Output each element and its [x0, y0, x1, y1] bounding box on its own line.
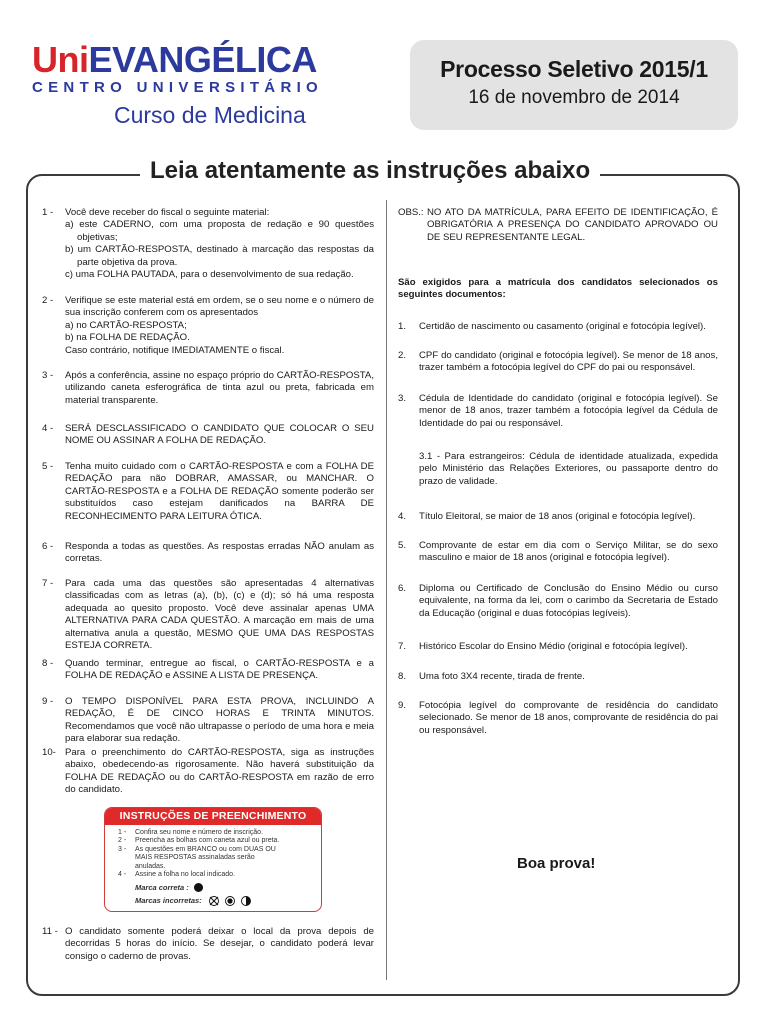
- incorrect-marks-icon: [208, 895, 258, 907]
- document-item-8: [398, 671, 718, 683]
- document-text: Cédula de Identidade do candidato (original e fotocópia legível). Se menor de 18 anos, trazer também a fotocópia legível da Cédula de Identidade do pai ou responsável.: [419, 393, 718, 429]
- document-text: CPF do candidato (original e fotocópia legível). Se menor de 18 anos, trazer também a fotocópia legível do CPF do pai ou responsável.: [419, 350, 718, 374]
- instruction-item-8: [42, 658, 374, 683]
- document-number: 1.: [398, 321, 407, 332]
- instruction-number: 4 -: [42, 423, 54, 434]
- logo-wordmark: [32, 40, 392, 80]
- instruction-number: 11 -: [42, 926, 58, 937]
- document-item-3: [398, 393, 718, 430]
- document-text: 3.1 - Para estrangeiros: Cédula de identidade atualizada, expedida pelo Ministério das Relações Exteriores, ou passaporte dentro do prazo de validade.: [419, 451, 718, 487]
- instruction-number: 10-: [42, 747, 56, 758]
- card-item-number: 4 -: [118, 871, 127, 879]
- document-text: Certidão de nascimento ou casamento (original e fotocópia legível).: [419, 321, 706, 332]
- document-text: Comprovante de estar em dia com o Serviço Militar, se do sexo masculino e maior de 18 anos (original e fotocópia legível).: [419, 540, 718, 564]
- instruction-item-1: [42, 207, 374, 281]
- card-item-number: 3 -: [118, 845, 127, 853]
- instruction-number: 9 -: [42, 696, 54, 707]
- card-item-text: As questões em BRANCO ou com DUAS OU MAIS RESPOSTAS assinaladas serão anuladas.: [135, 845, 276, 870]
- instruction-number: 6 -: [42, 541, 54, 552]
- document-item-3-1: [398, 451, 718, 488]
- document-item-2: [398, 350, 718, 375]
- closing-message: Boa prova!: [517, 855, 596, 872]
- instruction-text: O TEMPO DISPONÍVEL PARA ESTA PROVA, INCLUINDO A REDAÇÃO, É DE CINCO HORAS E TRINTA MINUTOS. Recomendamos que você não ultrapasse o período de uma hora e meia para elaborar sua redação.: [65, 696, 374, 745]
- card-item: [118, 829, 321, 837]
- instruction-text: Verifique se este material está em ordem, se o seu nome e o número de sua inscrição conferem com os apresentados: [65, 295, 374, 319]
- card-item-text: Confira seu nome e número de inscrição.: [135, 829, 264, 836]
- document-text: Título Eleitoral, se maior de 18 anos (original e fotocópia legível).: [419, 511, 696, 522]
- instruction-number: 1 -: [42, 207, 54, 218]
- document-number: [398, 451, 419, 488]
- correct-mark-row: [118, 883, 321, 892]
- instruction-text: SERÁ DESCLASSIFICADO O CANDIDATO QUE COLOCAR O SEU NOME OU ASSINAR A FOLHA DE REDAÇÃO.: [65, 423, 374, 447]
- instruction-subitem: a) no CARTÃO-RESPOSTA;: [65, 319, 187, 331]
- instruction-subitem: b) um CARTÃO-RESPOSTA, destinado à marcação das respostas da parte objetiva da prova.: [65, 244, 374, 268]
- logo-main: EVANGÉLICA: [88, 39, 317, 80]
- instruction-text: Quando terminar, entregue ao fiscal, o CARTÃO-RESPOSTA e a FOLHA DE REDAÇÃO e ASSINE A LISTA DE PRESENÇA.: [65, 658, 374, 682]
- card-title: INSTRUÇÕES DE PREENCHIMENTO: [105, 808, 321, 825]
- document-text: Diploma ou Certificado de Conclusão do Ensino Médio ou curso equivalente, na forma da lei, com o carimbo da Secretaria de Estado da Educação (original e duas fotocópias legíveis).: [419, 583, 718, 619]
- instruction-item-2: [42, 295, 374, 357]
- card-item: [118, 871, 321, 879]
- obs-text: NO ATO DA MATRÍCULA, PARA EFEITO DE IDENTIFICAÇÃO, É OBRIGATÓRIA A PRESENÇA DO CANDIDATO APROVADO OU DE SEU REPRESENTANTE LEGAL.: [427, 207, 718, 243]
- instruction-item-7: [42, 578, 374, 652]
- process-title: Processo Seletivo 2015/1: [440, 56, 708, 82]
- instruction-text: O candidato somente poderá deixar o local da prova depois de decorridas 5 horas do início. Se desejar, o candidato poderá levar consigo o caderno de provas.: [65, 926, 374, 962]
- obs-label: OBS.:: [398, 207, 424, 218]
- document-number: 7.: [398, 641, 407, 652]
- obs-note: [398, 207, 718, 244]
- filled-bubble-icon: [194, 883, 203, 892]
- card-item-text: Assine a folha no local indicado.: [135, 871, 236, 879]
- document-number: 8.: [398, 671, 407, 682]
- unievangelica-logo: [32, 40, 392, 129]
- document-item-9: [398, 700, 718, 737]
- instruction-subitem: b) na FOLHA DE REDAÇÃO.: [65, 332, 190, 344]
- instruction-subitem: a) este CADERNO, com uma proposta de redação e 90 questões objetivas;: [65, 219, 374, 243]
- card-item-text: Preencha as bolhas com caneta azul ou preta.: [135, 837, 280, 845]
- document-text: Uma foto 3X4 recente, tirada de frente.: [419, 671, 585, 682]
- document-number: 4.: [398, 511, 407, 522]
- instruction-subitem: c) uma FOLHA PAUTADA, para o desenvolvimento de sua redação.: [65, 269, 354, 281]
- instruction-text: Para cada uma das questões são apresentadas 4 alternativas classificadas com as letras (a), (b), (c) e (d); só há uma resposta adequada ao quesito proposto. Você deve assinalar apenas UMA ALTERNATIVA PARA CADA QUESTÃO. A marcação em mais de uma alternativa anula a questão, MESMO QUE UMA DAS RESPOSTAS ESTEJA CORRETA.: [65, 578, 374, 652]
- incorrect-marks-label: Marcas incorretas:: [135, 896, 202, 906]
- instruction-item-9: [42, 696, 374, 746]
- document-text: Fotocópia legível do comprovante de residência do candidato selecionado. Se menor de 18 anos, comprovante de residência do pai ou responsável.: [419, 700, 718, 736]
- document-number: 6.: [398, 583, 407, 594]
- instruction-item-4: [42, 423, 374, 448]
- instruction-text: Após a conferência, assine no espaço próprio do CARTÃO-RESPOSTA, utilizando caneta esferográfica de tinta azul ou preta, fabricada em material transparente.: [65, 370, 374, 406]
- card-item-number: 1 -: [118, 829, 127, 836]
- document-item-4: [398, 511, 718, 523]
- instruction-item-11: [42, 926, 374, 963]
- card-item: [118, 837, 321, 845]
- document-number: 2.: [398, 350, 407, 361]
- logo-uni: Uni: [32, 39, 89, 80]
- document-number: 9.: [398, 700, 407, 711]
- document-number: 3.: [398, 393, 407, 404]
- document-item-7: [398, 641, 718, 653]
- instruction-item-5: [42, 461, 374, 523]
- instruction-number: 5 -: [42, 461, 54, 472]
- course-name: Curso de Medicina: [114, 102, 306, 128]
- document-item-5: [398, 540, 718, 565]
- process-info-box: [410, 40, 738, 130]
- logo-subtitle: CENTRO UNIVERSITÁRIO: [32, 79, 324, 96]
- instruction-subitem: Caso contrário, notifique IMEDIATAMENTE o fiscal.: [65, 344, 285, 356]
- instruction-text: Para o preenchimento do CARTÃO-RESPOSTA, siga as instruções abaixo, obedecendo-as rigorosamente. Não haverá substituição da FOLHA DE REDAÇÃO ou do CARTÃO-RESPOSTA em razão de erro do candidato.: [65, 747, 374, 796]
- incorrect-marks-row: [118, 895, 321, 907]
- instruction-item-6: [42, 541, 374, 566]
- documents-intro: [398, 277, 718, 302]
- correct-mark-label: Marca correta :: [135, 882, 189, 892]
- instruction-number: 3 -: [42, 370, 54, 381]
- document-item-1: [398, 321, 718, 333]
- column-divider: [386, 200, 387, 980]
- card-item-number: 2 -: [118, 837, 127, 845]
- instruction-item-3: [42, 370, 374, 407]
- instruction-number: 8 -: [42, 658, 54, 669]
- document-text: Histórico Escolar do Ensino Médio (original e fotocópia legível).: [419, 641, 688, 652]
- instruction-text: Tenha muito cuidado com o CARTÃO-RESPOSTA e com a FOLHA DE REDAÇÃO para não DOBRAR, AMASSAR, ou MANCHAR. O CARTÃO-RESPOSTA e a FOLHA DE REDAÇÃO somente poderão ser substituídos caso estejam danificados na BARRA DE RECONHECIMENTO PARA LEITURA ÓTICA.: [65, 461, 374, 522]
- instruction-number: 7 -: [42, 578, 54, 589]
- instruction-number: 2 -: [42, 295, 54, 306]
- document-number: 5.: [398, 540, 407, 551]
- instruction-item-10: [42, 747, 374, 797]
- document-item-6: [398, 583, 718, 620]
- instruction-text: Responda a todas as questões. As respostas erradas NÃO anulam as corretas.: [65, 541, 374, 565]
- instruction-text: Você deve receber do fiscal o seguinte material:: [65, 207, 270, 218]
- frame-title: Leia atentamente as instruções abaixo: [140, 157, 600, 185]
- filling-instructions-card: [104, 807, 322, 912]
- process-date: 16 de novembro de 2014: [468, 87, 680, 108]
- documents-intro-text: São exigidos para a matrícula dos candidatos selecionados os seguintes documentos:: [398, 277, 718, 301]
- card-item: [118, 846, 321, 871]
